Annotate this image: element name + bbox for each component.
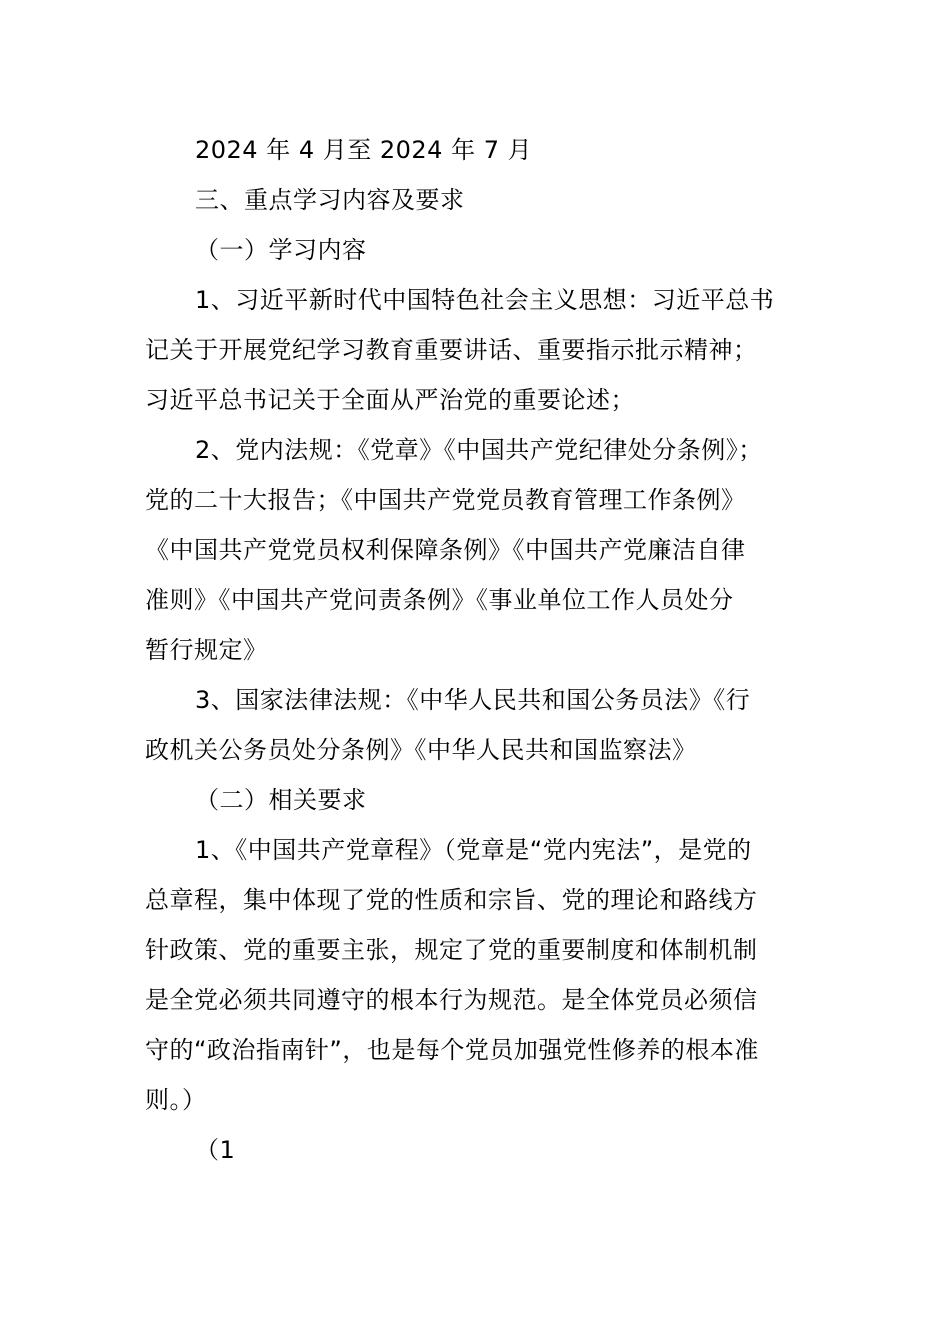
paragraph-line: 守的“政治指南针”，也是每个党员加强党性修养的根本准 <box>145 1036 759 1064</box>
paragraph-line: 2、党内法规：《党章》《中国共产党纪律处分条例》； <box>195 436 763 464</box>
paragraph-line: 3、国家法律法规：《中华人民共和国公务员法》《行 <box>195 686 751 714</box>
paragraph-line: 是全党必须共同遵守的根本行为规范。是全体党员必须信 <box>145 986 758 1014</box>
paragraph-line: 《中国共产党党员权利保障条例》《中国共产党廉洁自律 <box>145 536 746 564</box>
paragraph-line: 记关于开展党纪学习教育重要讲话、重要指示批示精神； <box>145 336 758 364</box>
paragraph-line: 党的二十大报告；《中国共产党党员教育管理工作条例》 <box>145 486 746 514</box>
period-line: 2024 年 4 月至 2024 年 7 月 <box>195 136 533 164</box>
subsection-heading: （二）相关要求 <box>195 786 367 814</box>
paragraph-line: 针政策、党的重要主张，规定了党的重要制度和体制机制 <box>145 936 758 964</box>
paragraph-line: 1、习近平新时代中国特色社会主义思想：习近平总书 <box>195 286 775 314</box>
subsection-heading: （一）学习内容 <box>195 236 367 264</box>
paragraph-line: （1 <box>195 1136 236 1164</box>
paragraph-line: 则。） <box>145 1086 207 1114</box>
paragraph-line: 习近平总书记关于全面从严治党的重要论述； <box>145 386 635 414</box>
paragraph-line: 暂行规定》 <box>145 636 268 664</box>
paragraph-line: 总章程，集中体现了党的性质和宗旨、党的理论和路线方 <box>145 886 758 914</box>
paragraph-line: 政机关公务员处分条例》《中华人民共和国监察法》 <box>145 736 697 764</box>
paragraph-line: 1、《中国共产党章程》（党章是“党内宪法”，是党的 <box>195 836 752 864</box>
section-heading: 三、重点学习内容及要求 <box>195 186 465 214</box>
paragraph-line: 准则》《中国共产党问责条例》《事业单位工作人员处分 <box>145 586 734 614</box>
